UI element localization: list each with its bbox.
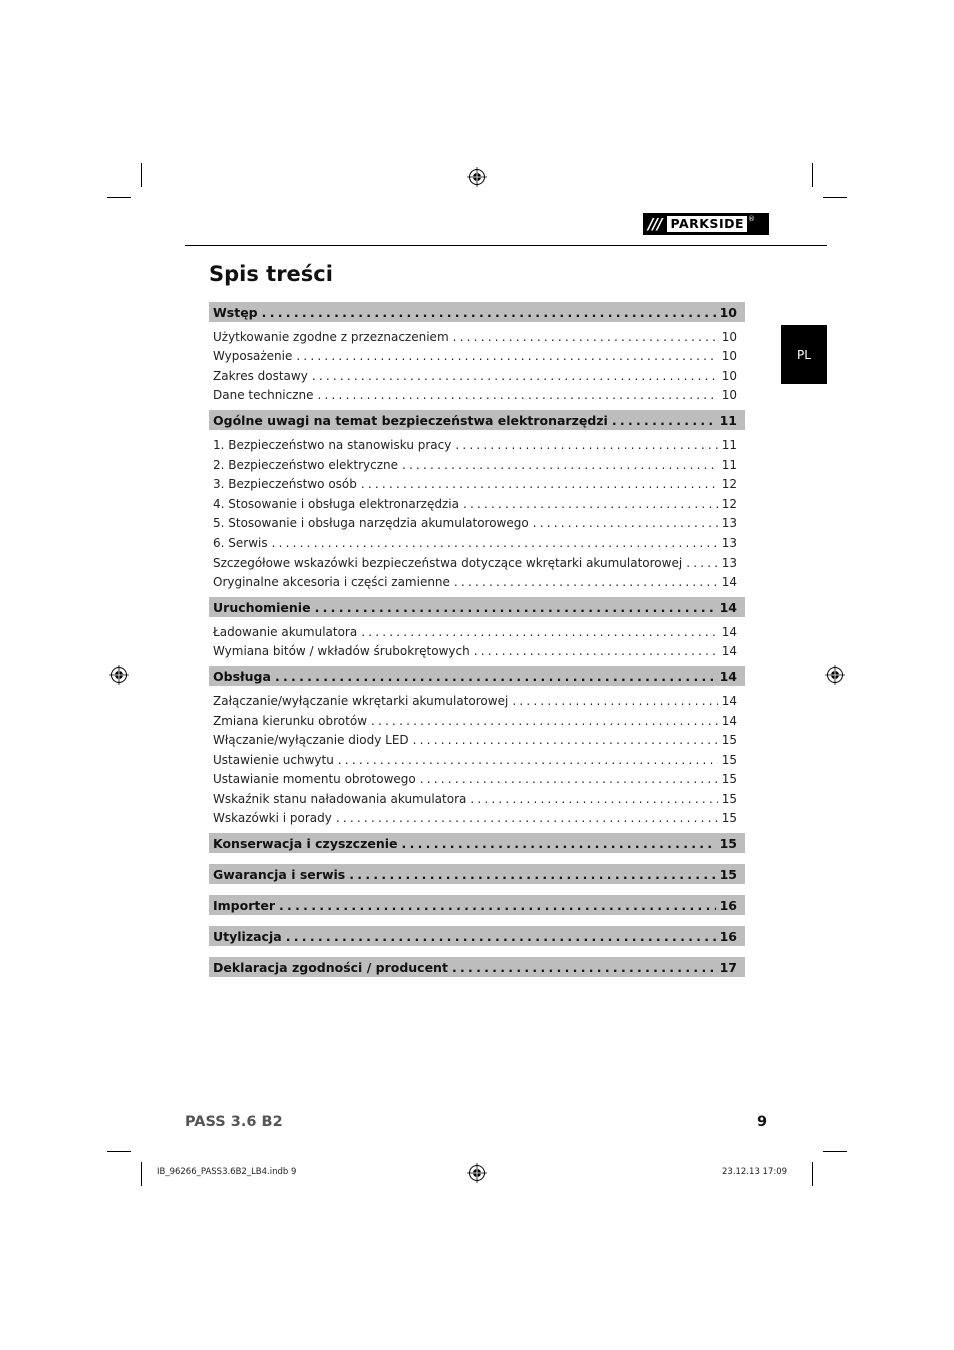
toc-entry-page: 14 [721, 624, 737, 639]
toc-section [209, 833, 745, 853]
toc-leader-dots [315, 600, 716, 615]
logo-slashes: /// [648, 215, 662, 233]
toc-section-title: Gwarancja i serwis [213, 866, 346, 882]
toc-entry-page: 10 [721, 368, 737, 383]
toc-leader-dots [312, 369, 718, 383]
toc-leader-dots [262, 305, 716, 320]
toc-entry-list [209, 686, 745, 825]
toc-section-page: 17 [719, 959, 737, 975]
toc-entry-title: 1. Bezpieczeństwo na stanowisku pracy [213, 437, 452, 452]
toc-entry-page: 15 [721, 791, 737, 806]
toc-section [209, 957, 745, 977]
toc-section-heading[interactable] [209, 864, 745, 884]
toc-leader-dots [361, 477, 718, 491]
toc-section-heading[interactable] [209, 957, 745, 977]
toc-entry-title: Ustawianie momentu obrotowego [213, 772, 416, 787]
toc-entry-title: Użytkowanie zgodne z przeznaczeniem [213, 329, 449, 344]
toc-entry-page: 15 [721, 772, 737, 787]
toc-section-page: 16 [719, 928, 737, 944]
crop-mark [107, 197, 131, 198]
registration-mark-icon [825, 665, 845, 685]
toc-entry-title: Ustawienie uchwytu [213, 752, 334, 767]
toc-section-title: Uruchomienie [213, 599, 311, 615]
model-name: PASS 3.6 B2 [185, 1114, 283, 1130]
toc-section [209, 926, 745, 946]
toc-section [209, 410, 745, 589]
toc-entry[interactable] [209, 688, 745, 708]
toc-entry-page: 12 [721, 496, 737, 511]
toc-entry[interactable] [209, 452, 745, 472]
toc-entry[interactable] [209, 786, 745, 806]
toc-entry[interactable] [209, 472, 745, 492]
toc-entry[interactable] [209, 728, 745, 748]
toc-section-title: Obsługa [213, 668, 271, 684]
toc-entry-title: 2. Bezpieczeństwo elektryczne [213, 457, 398, 472]
toc-section-page: 11 [719, 412, 737, 428]
registration-mark-icon [467, 167, 487, 187]
toc-leader-dots [338, 753, 718, 767]
toc-leader-dots [454, 575, 718, 589]
toc-leader-dots [349, 867, 715, 882]
toc-entry[interactable] [209, 511, 745, 531]
toc-entry-title: Wskazówki i porady [213, 811, 332, 826]
toc-entry-list [209, 430, 745, 589]
toc-entry[interactable] [209, 570, 745, 590]
crop-mark [812, 163, 813, 187]
toc-entry-title: Wymiana bitów / wkładów śrubokrętowych [213, 644, 470, 659]
toc-section [209, 864, 745, 884]
crop-mark [823, 197, 847, 198]
toc-entry-title: 5. Stosowanie i obsługa narzędzia akumulatorowego [213, 516, 529, 531]
toc-entry-page: 13 [721, 516, 737, 531]
toc-section [209, 895, 745, 915]
toc-section-title: Wstęp [213, 304, 258, 320]
toc-section-heading[interactable] [209, 302, 745, 322]
toc-entry-list [209, 617, 745, 658]
parkside-logo [643, 213, 769, 235]
toc-entry-title: 6. Serwis [213, 535, 268, 550]
print-slug-file: IB_96266_PASS3.6B2_LB4.indb 9 [157, 1167, 297, 1177]
print-slug-datetime: 23.12.13 17:09 [722, 1167, 788, 1177]
toc-leader-dots [452, 960, 716, 975]
toc-entry[interactable] [209, 363, 745, 383]
toc-section [209, 666, 745, 825]
toc-leader-dots [453, 330, 718, 344]
table-of-contents [209, 302, 745, 988]
toc-section-page: 16 [719, 897, 737, 913]
toc-section-heading[interactable] [209, 410, 745, 430]
toc-section [209, 597, 745, 658]
toc-section-title: Deklaracja zgodności / producent [213, 959, 448, 975]
toc-leader-dots [420, 772, 718, 786]
toc-entry-title: 3. Bezpieczeństwo osób [213, 477, 357, 492]
toc-leader-dots [533, 516, 718, 530]
toc-entry-page: 14 [721, 644, 737, 659]
toc-entry-title: Załączanie/wyłączanie wkrętarki akumulatorowej [213, 693, 509, 708]
toc-entry-page: 11 [721, 437, 737, 452]
toc-section-heading[interactable] [209, 597, 745, 617]
toc-entry-page: 13 [721, 555, 737, 570]
toc-entry[interactable] [209, 491, 745, 511]
toc-entry-page: 14 [721, 713, 737, 728]
toc-section-heading[interactable] [209, 666, 745, 686]
toc-leader-dots [402, 836, 716, 851]
toc-section-page: 10 [719, 304, 737, 320]
toc-leader-dots [474, 644, 718, 658]
crop-mark [812, 1162, 813, 1186]
toc-entry-page: 15 [721, 733, 737, 748]
toc-section-heading[interactable] [209, 833, 745, 853]
toc-entry-title: Wskaźnik stanu naładowania akumulatora [213, 791, 467, 806]
page-number: 9 [757, 1114, 768, 1130]
logo-brand-text: PARKSIDE [667, 216, 747, 232]
toc-entry-list [209, 322, 745, 402]
toc-entry-page: 12 [721, 477, 737, 492]
toc-entry[interactable] [209, 639, 745, 659]
toc-section-page: 15 [719, 835, 737, 851]
toc-leader-dots [272, 536, 718, 550]
toc-entry-page: 13 [721, 535, 737, 550]
toc-leader-dots [413, 733, 718, 747]
toc-entry[interactable] [209, 708, 745, 728]
toc-leader-dots [612, 413, 716, 428]
toc-section-page: 15 [719, 866, 737, 882]
toc-section-page: 14 [719, 668, 737, 684]
toc-entry-title: Dane techniczne [213, 388, 314, 403]
toc-section [209, 302, 745, 402]
toc-leader-dots [470, 792, 717, 806]
toc-entry-title: Oryginalne akcesoria i części zamienne [213, 575, 450, 590]
toc-entry[interactable] [209, 383, 745, 403]
toc-leader-dots [361, 625, 718, 639]
toc-section-title: Importer [213, 897, 275, 913]
toc-entry[interactable] [209, 767, 745, 787]
toc-entry-page: 14 [721, 693, 737, 708]
toc-entry-page: 10 [721, 388, 737, 403]
toc-leader-dots [296, 349, 717, 363]
toc-entry-title: Szczegółowe wskazówki bezpieczeństwa dotyczące wkrętarki akumulatorowej [213, 555, 683, 570]
toc-entry-page: 14 [721, 575, 737, 590]
toc-section-heading[interactable] [209, 895, 745, 915]
toc-entry[interactable] [209, 619, 745, 639]
toc-entry-page: 10 [721, 329, 737, 344]
toc-section-page: 14 [719, 599, 737, 615]
toc-entry[interactable] [209, 344, 745, 364]
toc-entry-title: Ładowanie akumulatora [213, 624, 358, 639]
toc-entry-page: 11 [721, 457, 737, 472]
toc-section-heading[interactable] [209, 926, 745, 946]
toc-entry-page: 10 [721, 349, 737, 364]
toc-entry[interactable] [209, 530, 745, 550]
toc-entry-title: Zmiana kierunku obrotów [213, 713, 368, 728]
header-rule [185, 245, 827, 246]
toc-entry[interactable] [209, 324, 745, 344]
toc-entry-title: 4. Stosowanie i obsługa elektronarzędzia [213, 496, 459, 511]
toc-leader-dots [512, 694, 717, 708]
toc-leader-dots [279, 898, 716, 913]
toc-entry[interactable] [209, 550, 745, 570]
crop-mark [141, 1162, 142, 1186]
toc-leader-dots [686, 556, 718, 570]
logo-registered-mark: ® [748, 215, 756, 223]
crop-mark [141, 163, 142, 187]
toc-section-title: Utylizacja [213, 928, 282, 944]
toc-section-title: Ogólne uwagi na temat bezpieczeństwa elektronarzędzi [213, 412, 608, 428]
toc-entry[interactable] [209, 432, 745, 452]
toc-leader-dots [275, 669, 716, 684]
toc-leader-dots [318, 388, 718, 402]
language-tab-label: PL [797, 347, 811, 362]
crop-mark [823, 1151, 847, 1152]
toc-entry-title: Włączanie/wyłączanie diody LED [213, 733, 409, 748]
page-title: Spis treści [209, 262, 333, 286]
toc-entry[interactable] [209, 747, 745, 767]
toc-entry[interactable] [209, 806, 745, 826]
toc-entry-title: Wyposażenie [213, 349, 293, 364]
language-tab [781, 325, 827, 384]
crop-mark [107, 1151, 131, 1152]
toc-section-title: Konserwacja i czyszczenie [213, 835, 398, 851]
toc-entry-page: 15 [721, 811, 737, 826]
toc-leader-dots [286, 929, 716, 944]
toc-leader-dots [455, 438, 717, 452]
toc-entry-title: Zakres dostawy [213, 368, 308, 383]
toc-entry-page: 15 [721, 752, 737, 767]
registration-mark-icon [467, 1163, 487, 1183]
toc-leader-dots [402, 458, 718, 472]
registration-mark-icon [109, 665, 129, 685]
toc-leader-dots [336, 811, 718, 825]
toc-leader-dots [371, 714, 718, 728]
toc-leader-dots [463, 497, 718, 511]
